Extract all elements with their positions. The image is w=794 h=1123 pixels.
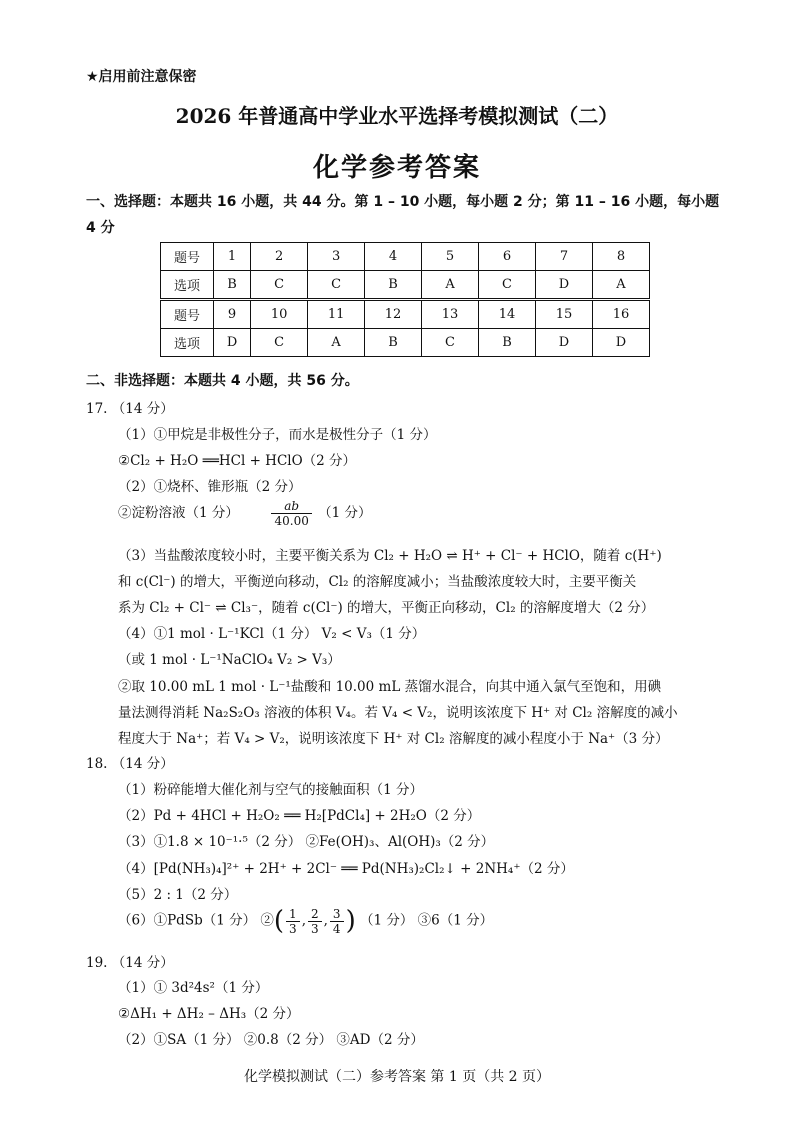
q17-answer-line: ②取 10.00 mL 1 mol · L⁻¹盐酸和 10.00 mL 蒸馏水混合，向其中通入氯气至饱和，用碘 [118,679,662,695]
page-footer: 化学模拟测试（二）参考答案 第 1 页（共 2 页） [243,1069,551,1085]
confidential-notice: ★启用前注意保密 [86,69,197,85]
question-number: 10 [251,300,308,329]
q19-answer-line: （1）① 3d²4s²（1 分） [118,980,269,996]
question-number: 3 [308,243,365,271]
fraction-numerator: 2 [308,907,322,922]
q17-answer-line: 系为 Cl₂ + Cl⁻ ⇌ Cl₃⁻，随着 c(Cl⁻) 的增大，平衡正向移动，Cl₂ 的溶解度增大（2 分） [118,600,655,616]
page-subtitle: 化学参考答案 [312,153,481,183]
fraction-denominator: 3 [310,921,319,936]
question-number: 1 [214,243,251,271]
answer-choice: B [214,271,251,300]
question-number: 11 [308,300,365,329]
question-number: 15 [535,300,592,329]
answer-choice: B [365,329,422,357]
question-number: 4 [365,243,422,271]
q17-heading: 17. （14 分） [86,401,174,417]
fraction [271,499,311,528]
answer-choice: D [214,329,251,357]
q19-heading: 19. （14 分） [86,955,174,971]
section2-heading: 二、非选择题：本题共 4 小题，共 56 分。 [86,373,359,389]
question-number: 7 [535,243,592,271]
fraction-numerator: ab [271,499,311,514]
row-label: 选项 [161,329,214,357]
answer-choice: B [479,329,536,357]
q18-answer-line: （5）2 : 1（2 分） [118,887,238,903]
q18-answer-line: （2）Pd + 4HCl + H₂O₂ ══ H₂[PdCl₄] + 2H₂O（2 分） [118,808,481,824]
answer-text: （1 分） ③6（1 分） [360,912,494,929]
q17-answer-line: 量法测得消耗 Na₂S₂O₃ 溶液的体积 V₄。若 V₄ < V₂，说明该浓度下 H⁺ 对 Cl₂ 溶解度的减小 [118,705,678,721]
answer-text: （6）①PdSb（1 分） ② [118,912,274,929]
answer-text: （1 分） [318,505,372,521]
fraction [308,907,322,936]
fraction-denominator: 4 [332,921,341,936]
fraction-numerator: 3 [330,907,344,922]
answer-choice: C [251,329,308,357]
table-row [161,300,650,329]
exam-title: 2026 年普通高中学业水平选择考模拟测试（二） [175,104,619,128]
question-number: 2 [251,243,308,271]
q17-answer-line: （4）①1 mol · L⁻¹KCl（1 分） V₂ < V₃（1 分） [118,626,426,642]
question-number: 14 [479,300,536,329]
row-label: 题号 [161,300,214,329]
fraction-denominator: 3 [289,921,297,936]
answer-table [160,242,650,357]
answer-choice: D [535,329,592,357]
q18-answer-line: （3）①1.8 × 10⁻¹·⁵（2 分） ②Fe(OH)₃、Al(OH)₃（2 分） [118,834,495,850]
q18-answer-line: （4）[Pd(NH₃)₄]²⁺ + 2H⁺ + 2Cl⁻ ══ Pd(NH₃)₂Cl₂↓ + 2NH₄⁺（2 分） [118,861,574,877]
q17-answer-line: （或 1 mol · L⁻¹NaClO₄ V₂ > V₃） [118,652,341,668]
fraction-numerator: 1 [286,907,300,922]
answer-choice: D [535,271,592,300]
fraction [286,907,300,936]
question-number: 16 [592,300,649,329]
question-number: 12 [365,300,422,329]
table-row [161,271,650,300]
answer-choice: D [592,329,649,357]
q19-answer-line: （2）①SA（1 分） ②0.8（2 分） ③AD（2 分） [118,1032,424,1048]
question-number: 8 [592,243,649,271]
q17-answer-line: （1）①甲烷是非极性分子，而水是极性分子（1 分） [118,427,437,443]
answer-choice: A [422,271,479,300]
row-label: 题号 [161,243,214,271]
question-number: 6 [479,243,536,271]
table-row [161,329,650,357]
answer-text: ②淀粉溶液（1 分） [118,505,239,521]
q17-answer-line: （3）当盐酸浓度较小时，主要平衡关系为 Cl₂ + H₂O ⇌ H⁺ + Cl⁻ + HClO，随着 c(H⁺) [118,548,662,564]
q17-answer-line: 程度大于 Na⁺；若 V₄ > V₂，说明该浓度下 H⁺ 对 Cl₂ 溶解度的减小程度小于 Na⁺（3 分） [118,731,669,747]
q19-answer-line: ②ΔH₁ + ΔH₂ – ΔH₃（2 分） [118,1006,300,1022]
q17-answer-line [118,499,372,528]
table-row [161,243,650,271]
q17-answer-line: ②Cl₂ + H₂O ══HCl + HClO（2 分） [118,453,357,469]
answer-choice: C [251,271,308,300]
answer-choice: B [365,271,422,300]
fraction-denominator: 40.00 [274,514,309,528]
row-label: 选项 [161,271,214,300]
question-number: 13 [422,300,479,329]
q17-answer-line: （2）①烧杯、锥形瓶（2 分） [118,479,302,495]
question-number: 9 [214,300,251,329]
answer-choice: C [422,329,479,357]
section1-heading: 一、选择题：本题共 16 小题，共 44 分。第 1 – 10 小题，每小题 2 分；第 11 – 16 小题，每小题 4 分 [86,194,720,236]
answer-choice: C [479,271,536,300]
q18-heading: 18. （14 分） [86,756,174,772]
answer-choice: A [308,329,365,357]
question-number: 5 [422,243,479,271]
answer-choice: C [308,271,365,300]
q18-answer-line: （1）粉碎能增大催化剂与空气的接触面积（1 分） [118,782,423,798]
fraction [330,907,344,936]
q17-answer-line: 和 c(Cl⁻) 的增大，平衡逆向移动，Cl₂ 的溶解度减小；当盐酸浓度较大时，主要平衡关 [118,574,637,590]
q18-answer-line: （6）①PdSb（1 分） ②( $\frac{1}{3}$ , $\frac{2}{3}$ , $\frac{3}{4}$ ) （1 分） ③6（1 分） [118,906,494,936]
answer-choice: A [592,271,649,300]
